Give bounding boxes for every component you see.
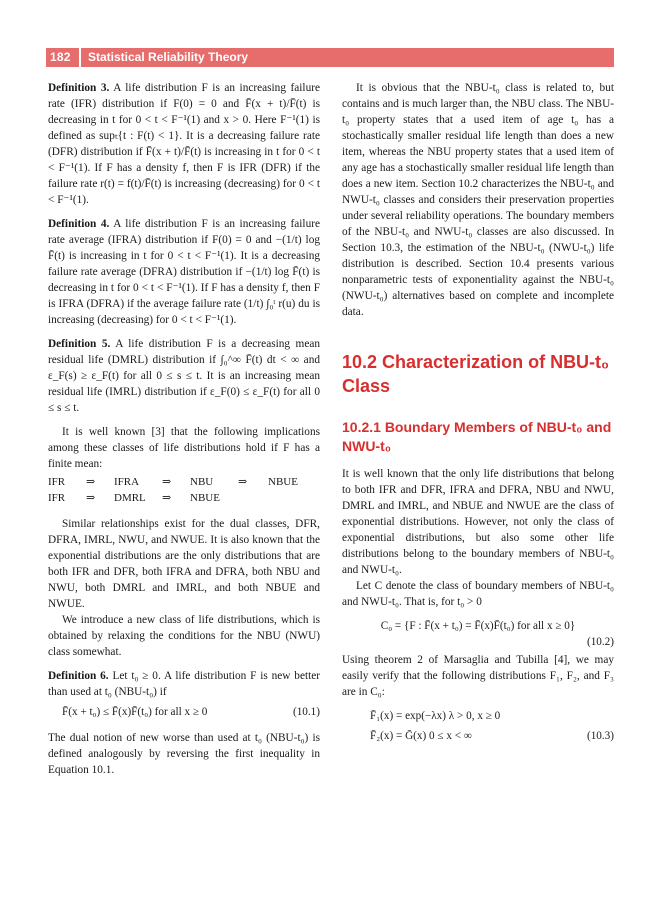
page-number: 182 [50,50,71,64]
subsection-heading-10-2-1: 10.2.1 Boundary Members of NBU-t₀ and NWU-t₀ [342,419,612,454]
left-column [48,80,320,786]
definition-5 [48,336,320,416]
new-class-paragraph: We introduce a new class of life distributions, which is obtained by relaxing the conditions for the NBU (NWU) class somewhat. [48,614,320,658]
dual-notion-paragraph: The dual notion of new worse than used at t₀ (NBU-t₀) is defined analogously by reversing the first inequality in Equation 10.1. [48,732,320,776]
running-title: Statistical Reliability Theory [88,50,249,64]
equation-row [342,706,614,726]
implication-row [48,474,320,490]
definition-4-text: A life distribution F is an increasing failure rate average (IFRA) distribution if F(0) = 0 and −(1/t) log F̄(t) is increasing in t for 0 < t < F⁻¹(1). It is a decreasing failure rate average (DFRA) distribution if −(1/t) log F̄(t) is decreasing in t for 0 < t < F⁻¹(1). If F has a density f, then F is IFRA (DFRA) if the average failure rate (1/t) ∫₀ᵗ r(u) du is increasing (decreasing) for 0 < t < F⁻¹(1). [48,218,320,326]
equation-10-2 [342,618,614,634]
equation-10-2-number: (10.2) [586,636,614,648]
intro-paragraph: It is obvious that the NBU-t₀ class is related to, but contains and is much larger than, the NBU class. The NBU-t₀ property states that a used item of age t₀ has a stochastically smaller residual life length than does a new item, whereas the NBU property states that a used item of any age has a stochastically smaller residual life length than does a new item. Section 10.2 characterizes the NBU-t₀ and NWU-t₀ classes and considers their preservation properties under several reliability operations. The boundary members of the NBU-t₀ and NWU-t₀ classes are also discussed. In Section 10.3, the estimation of the NBU-t₀ (NWU-t₀) life distribution is described. Section 10.4 presents various nonparametric tests of exponentiality against the NBU-t₀ (NWU-t₀) alternatives based on complete and incomplete data. [342,82,614,318]
equation-10-1-expression: F̄(x + t₀) ≤ F̄(x)F̄(t₀) for all x ≥ 0 [62,706,208,718]
section-heading-10-2: 10.2 Characterization of NBU-t₀ Class [342,352,610,396]
implication-cell: DMRL [114,492,146,504]
equation-10-3-number: (10.3) [586,730,614,742]
implies-arrow: ⇒ [162,476,172,488]
definition-6-text: Let t₀ ≥ 0. A life distribution F is new better than used at t₀ (NBU-t₀) if [48,670,321,698]
running-header [46,48,614,67]
implication-cell: NBU [190,476,214,488]
equation-10-1-number: (10.1) [292,706,320,718]
equation-f1: F̄₁(x) = exp(−λx) λ > 0, x ≥ 0 [370,710,501,722]
definition-6-label: Definition 6. [48,670,109,682]
equation-10-2-expression: C₀ = {F : F̄(x + t₀) = F̄(x)F̄(t₀) for all x ≥ 0} [380,620,576,632]
definition-6 [48,668,320,700]
class-c-paragraph: Let C denote the class of boundary members of NBU-t₀ and NWU-t₀. That is, for t₀ > 0 [342,580,614,608]
boundary-paragraph: It is well known that the only life distributions that belong to both IFR and DFR, IFRA and DFRA, NBU and NWU, DMRL and IMRL, and NBUE and NWUE are the class of exponential distributions. However, not only the class of exponential distributions, but also some other life distributions belong to the boundary members of NBU-t₀ and NWU-t₀. [342,468,614,576]
marsaglia-paragraph: Using theorem 2 of Marsaglia and Tubilla [4], we may easily verify that the following distributions F₁, F₂, and F₃ are in C₀: [342,654,614,698]
implications-intro: It is well known [3] that the following implications among these classes of life distributions hold if F has a finite mean: [48,426,320,470]
equation-row [342,726,614,746]
equation-10-3 [342,706,614,746]
definition-4-label: Definition 4. [48,218,110,230]
equation-f2: F̄₂(x) = Ḡ(x) 0 ≤ x < ∞ [370,730,472,742]
equation-10-1 [48,704,320,720]
implication-row [48,490,320,506]
implies-arrow: ⇒ [86,492,96,504]
implies-arrow: ⇒ [162,492,172,504]
header-divider [79,48,81,67]
definition-5-label: Definition 5. [48,338,111,350]
definition-4 [48,216,320,328]
implies-arrow: ⇒ [238,476,248,488]
definition-5-text: A life distribution F is a decreasing mean residual life (DMRL) distribution if ∫₀^∞ F̄(t) dt < ∞ and ε_F(s) ≥ ε_F(t) for all 0 ≤ s ≤ t. It is an increasing mean residual life (IMRL) distribution if ε_F(0) ≤ ε_F(t) for all 0 ≤ s ≤ t. [48,338,321,414]
definition-3 [48,80,320,208]
implication-cell: IFR [48,492,66,504]
definition-3-label: Definition 3. [48,82,110,94]
dual-classes-paragraph: Similar relationships exist for the dual classes, DFR, DFRA, IMRL, NWU, and NWUE. It is also known that the exponential distributions are the only distributions that are both IFR and DFR, both IFRA and DFRA, both NBU and NWU, both DMRL and IMRL, and both NBUE and NWUE. [48,518,320,610]
right-column [342,80,614,746]
implication-cell: NBUE [268,476,298,488]
implication-cell: IFR [48,476,66,488]
implication-cell: NBUE [190,492,220,504]
implies-arrow: ⇒ [86,476,96,488]
definition-3-text: A life distribution F is an increasing failure rate (IFR) distribution if F(0) = 0 and F̄(x + t)/F̄(t) is decreasing in t for 0 < t < F⁻¹(1) and x > 0. Here F⁻¹(1) is defined as supₜ{t : F(t) < 1}. It is a decreasing failure rate (DFR) distribution if F̄(x + t)/F̄(t) is increasing in t for 0 < t < F⁻¹(1). If F has a density f, then F is IFR (DFR) if the failure rate r(t) = f(t)/F̄(t) is increasing (decreasing) for 0 < t < F⁻¹(1). [48,82,320,206]
implication-cell: IFRA [114,476,140,488]
implications-table [48,474,320,506]
